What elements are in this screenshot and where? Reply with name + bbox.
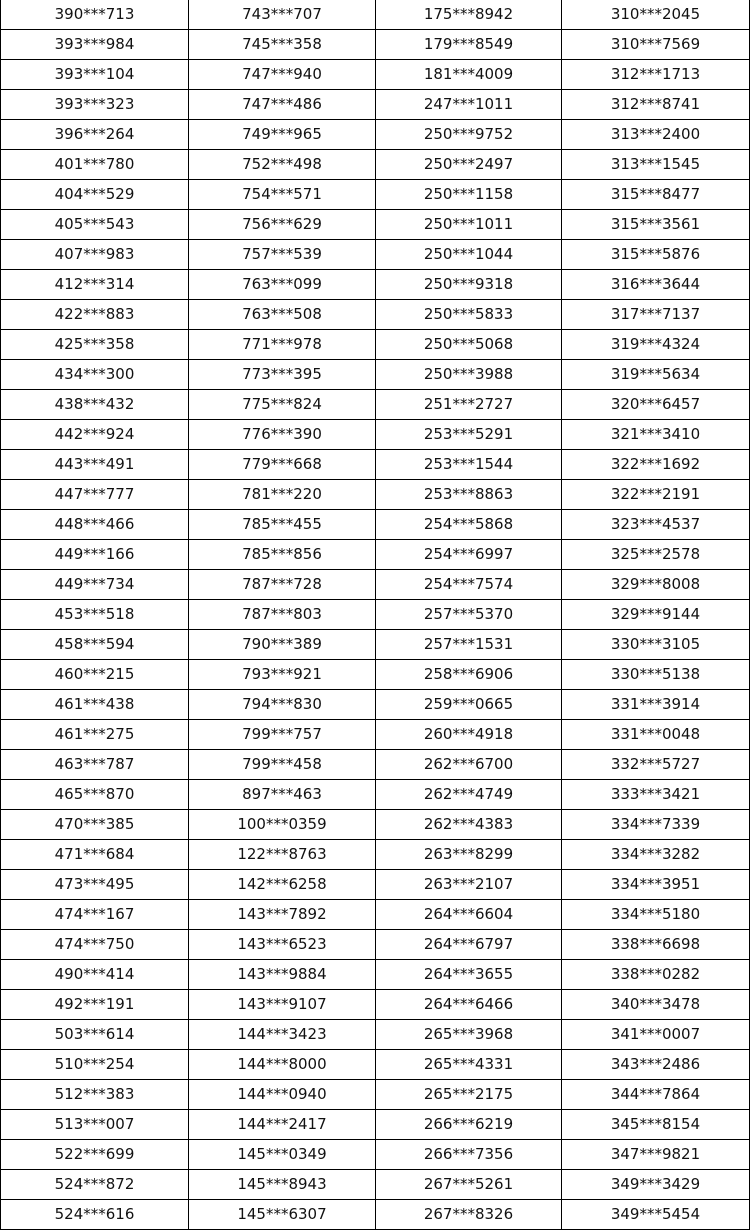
table-row: [1, 30, 750, 60]
table-cell: 471***684: [1, 840, 189, 870]
table-cell: 349***5454: [562, 1200, 750, 1230]
table-row: [1, 1020, 750, 1050]
table-cell: 265***3968: [376, 1020, 562, 1050]
table-cell: 474***167: [1, 900, 189, 930]
table-cell: 266***7356: [376, 1140, 562, 1170]
table-cell: 257***5370: [376, 600, 562, 630]
table-cell: 334***3951: [562, 870, 750, 900]
table-row: [1, 210, 750, 240]
table-row: [1, 300, 750, 330]
table-cell: 262***6700: [376, 750, 562, 780]
table-cell: 473***495: [1, 870, 189, 900]
table-row: [1, 1140, 750, 1170]
table-cell: 267***5261: [376, 1170, 562, 1200]
table-cell: 264***6604: [376, 900, 562, 930]
table-cell: 461***438: [1, 690, 189, 720]
table-cell: 401***780: [1, 150, 189, 180]
table-cell: 448***466: [1, 510, 189, 540]
table-cell: 253***5291: [376, 420, 562, 450]
table-cell: 474***750: [1, 930, 189, 960]
table-cell: 799***757: [189, 720, 376, 750]
table-row: [1, 420, 750, 450]
table-cell: 338***6698: [562, 930, 750, 960]
table-row: [1, 150, 750, 180]
table-cell: 349***3429: [562, 1170, 750, 1200]
table-cell: 250***3988: [376, 360, 562, 390]
table-cell: 331***3914: [562, 690, 750, 720]
table-cell: 143***6523: [189, 930, 376, 960]
table-cell: 897***463: [189, 780, 376, 810]
table-cell: 313***2400: [562, 120, 750, 150]
table-cell: 315***5876: [562, 240, 750, 270]
table-row: [1, 1080, 750, 1110]
table-row: [1, 360, 750, 390]
table-cell: 340***3478: [562, 990, 750, 1020]
table-row: [1, 270, 750, 300]
table-cell: 341***0007: [562, 1020, 750, 1050]
table-cell: 743***707: [189, 0, 376, 30]
table-cell: 322***2191: [562, 480, 750, 510]
table-cell: 757***539: [189, 240, 376, 270]
table-cell: 756***629: [189, 210, 376, 240]
table-cell: 331***0048: [562, 720, 750, 750]
table-cell: 776***390: [189, 420, 376, 450]
table-cell: 315***3561: [562, 210, 750, 240]
table-row: [1, 900, 750, 930]
table-cell: 334***7339: [562, 810, 750, 840]
table-cell: 330***3105: [562, 630, 750, 660]
table-cell: 250***5068: [376, 330, 562, 360]
table-cell: 524***616: [1, 1200, 189, 1230]
table-cell: 250***1044: [376, 240, 562, 270]
table-row: [1, 960, 750, 990]
table-cell: 263***8299: [376, 840, 562, 870]
table-cell: 460***215: [1, 660, 189, 690]
table-cell: 449***734: [1, 570, 189, 600]
table-cell: 250***1158: [376, 180, 562, 210]
table-cell: 312***1713: [562, 60, 750, 90]
table-cell: 251***2727: [376, 390, 562, 420]
table-cell: 145***0349: [189, 1140, 376, 1170]
table-cell: 347***9821: [562, 1140, 750, 1170]
table-cell: 771***978: [189, 330, 376, 360]
table-row: [1, 930, 750, 960]
table-cell: 315***8477: [562, 180, 750, 210]
table-cell: 458***594: [1, 630, 189, 660]
table-cell: 752***498: [189, 150, 376, 180]
table-row: [1, 750, 750, 780]
table-cell: 461***275: [1, 720, 189, 750]
table-row: [1, 840, 750, 870]
table-cell: 763***099: [189, 270, 376, 300]
table-row: [1, 810, 750, 840]
table-cell: 453***518: [1, 600, 189, 630]
table-cell: 325***2578: [562, 540, 750, 570]
table-cell: 267***8326: [376, 1200, 562, 1230]
table-cell: 785***856: [189, 540, 376, 570]
table-cell: 316***3644: [562, 270, 750, 300]
table-cell: 145***6307: [189, 1200, 376, 1230]
table-row: [1, 1200, 750, 1230]
table-cell: 332***5727: [562, 750, 750, 780]
table-cell: 434***300: [1, 360, 189, 390]
table-cell: 787***728: [189, 570, 376, 600]
table-cell: 144***2417: [189, 1110, 376, 1140]
table-cell: 490***414: [1, 960, 189, 990]
table-cell: 334***5180: [562, 900, 750, 930]
table-cell: 250***9318: [376, 270, 562, 300]
table-cell: 144***3423: [189, 1020, 376, 1050]
table-cell: 345***8154: [562, 1110, 750, 1140]
table-cell: 321***3410: [562, 420, 750, 450]
table-cell: 510***254: [1, 1050, 189, 1080]
table-cell: 793***921: [189, 660, 376, 690]
table-row: [1, 630, 750, 660]
table-cell: 310***2045: [562, 0, 750, 30]
table-row: [1, 60, 750, 90]
table-cell: 257***1531: [376, 630, 562, 660]
table-cell: 425***358: [1, 330, 189, 360]
table-cell: 465***870: [1, 780, 189, 810]
table-cell: 319***4324: [562, 330, 750, 360]
table-cell: 794***830: [189, 690, 376, 720]
table-cell: 317***7137: [562, 300, 750, 330]
table-cell: 334***3282: [562, 840, 750, 870]
table-cell: 253***1544: [376, 450, 562, 480]
table-cell: 773***395: [189, 360, 376, 390]
table-cell: 344***7864: [562, 1080, 750, 1110]
table-cell: 442***924: [1, 420, 189, 450]
table-row: [1, 450, 750, 480]
table-cell: 313***1545: [562, 150, 750, 180]
table-row: [1, 720, 750, 750]
table-row: [1, 1050, 750, 1080]
table-cell: 749***965: [189, 120, 376, 150]
table-row: [1, 780, 750, 810]
table-cell: 763***508: [189, 300, 376, 330]
table-row: [1, 990, 750, 1020]
table-cell: 254***5868: [376, 510, 562, 540]
table-cell: 265***2175: [376, 1080, 562, 1110]
table-cell: 250***9752: [376, 120, 562, 150]
table-cell: 247***1011: [376, 90, 562, 120]
table-row: [1, 120, 750, 150]
table-cell: 512***383: [1, 1080, 189, 1110]
table-cell: 320***6457: [562, 390, 750, 420]
table-row: [1, 180, 750, 210]
table-cell: 745***358: [189, 30, 376, 60]
table-cell: 253***8863: [376, 480, 562, 510]
table-cell: 312***8741: [562, 90, 750, 120]
table-cell: 404***529: [1, 180, 189, 210]
table-cell: 393***323: [1, 90, 189, 120]
table-cell: 263***2107: [376, 870, 562, 900]
table-cell: 799***458: [189, 750, 376, 780]
table-cell: 513***007: [1, 1110, 189, 1140]
table-cell: 100***0359: [189, 810, 376, 840]
table-cell: 785***455: [189, 510, 376, 540]
table-cell: 781***220: [189, 480, 376, 510]
table-cell: 250***5833: [376, 300, 562, 330]
table-cell: 144***8000: [189, 1050, 376, 1080]
table-cell: 390***713: [1, 0, 189, 30]
table-row: [1, 870, 750, 900]
table-cell: 262***4383: [376, 810, 562, 840]
table-row: [1, 240, 750, 270]
table-cell: 747***940: [189, 60, 376, 90]
table-cell: 754***571: [189, 180, 376, 210]
table-cell: 775***824: [189, 390, 376, 420]
table-row: [1, 660, 750, 690]
table-cell: 412***314: [1, 270, 189, 300]
table-cell: 250***2497: [376, 150, 562, 180]
table-cell: 310***7569: [562, 30, 750, 60]
table-cell: 470***385: [1, 810, 189, 840]
table-cell: 265***4331: [376, 1050, 562, 1080]
table-cell: 181***4009: [376, 60, 562, 90]
table-cell: 259***0665: [376, 690, 562, 720]
table-cell: 144***0940: [189, 1080, 376, 1110]
table-cell: 779***668: [189, 450, 376, 480]
table-row: [1, 690, 750, 720]
table-cell: 260***4918: [376, 720, 562, 750]
table-row: [1, 90, 750, 120]
table-cell: 449***166: [1, 540, 189, 570]
table-cell: 143***9107: [189, 990, 376, 1020]
table-cell: 143***7892: [189, 900, 376, 930]
table-cell: 262***4749: [376, 780, 562, 810]
table-row: [1, 330, 750, 360]
table-row: [1, 0, 750, 30]
table-cell: 393***104: [1, 60, 189, 90]
table-cell: 463***787: [1, 750, 189, 780]
table-row: [1, 600, 750, 630]
table-row: [1, 540, 750, 570]
table-cell: 438***432: [1, 390, 189, 420]
table-cell: 179***8549: [376, 30, 562, 60]
table-cell: 790***389: [189, 630, 376, 660]
table-cell: 747***486: [189, 90, 376, 120]
table-cell: 175***8942: [376, 0, 562, 30]
table-row: [1, 390, 750, 420]
table-cell: 405***543: [1, 210, 189, 240]
table-row: [1, 480, 750, 510]
table-cell: 143***9884: [189, 960, 376, 990]
table-cell: 393***984: [1, 30, 189, 60]
table-cell: 443***491: [1, 450, 189, 480]
table-cell: 787***803: [189, 600, 376, 630]
table-cell: 522***699: [1, 1140, 189, 1170]
table-cell: 323***4537: [562, 510, 750, 540]
table-cell: 264***6466: [376, 990, 562, 1020]
table-row: [1, 1170, 750, 1200]
table-cell: 503***614: [1, 1020, 189, 1050]
table-cell: 142***6258: [189, 870, 376, 900]
table-cell: 338***0282: [562, 960, 750, 990]
table-cell: 322***1692: [562, 450, 750, 480]
table-cell: 319***5634: [562, 360, 750, 390]
table-cell: 264***6797: [376, 930, 562, 960]
table-row: [1, 510, 750, 540]
table-cell: 122***8763: [189, 840, 376, 870]
table-cell: 422***883: [1, 300, 189, 330]
table-row: [1, 1110, 750, 1140]
table-cell: 447***777: [1, 480, 189, 510]
table-cell: 329***8008: [562, 570, 750, 600]
table-cell: 250***1011: [376, 210, 562, 240]
table-cell: 145***8943: [189, 1170, 376, 1200]
table-cell: 264***3655: [376, 960, 562, 990]
table-cell: 492***191: [1, 990, 189, 1020]
table-cell: 254***6997: [376, 540, 562, 570]
table-cell: 258***6906: [376, 660, 562, 690]
table-body: [1, 0, 750, 1230]
table-cell: 343***2486: [562, 1050, 750, 1080]
table-cell: 333***3421: [562, 780, 750, 810]
table-row: [1, 570, 750, 600]
table-cell: 254***7574: [376, 570, 562, 600]
table-cell: 396***264: [1, 120, 189, 150]
table-cell: 329***9144: [562, 600, 750, 630]
table-cell: 407***983: [1, 240, 189, 270]
table-cell: 330***5138: [562, 660, 750, 690]
table-cell: 524***872: [1, 1170, 189, 1200]
table-cell: 266***6219: [376, 1110, 562, 1140]
